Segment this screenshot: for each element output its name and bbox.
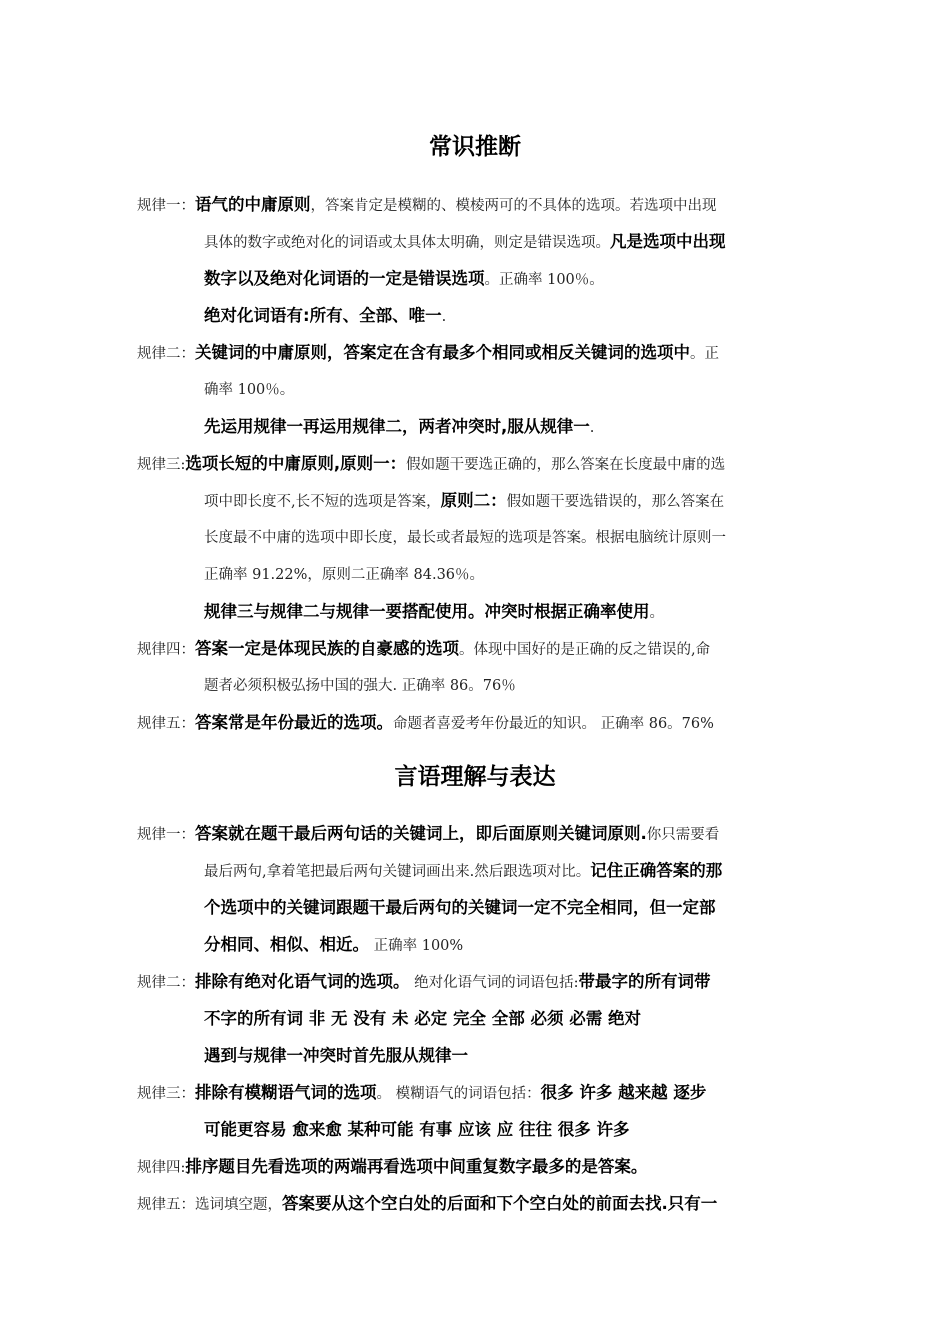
- rule-1-line-4: 绝对化词语有:所有、全部、唯一.: [204, 306, 447, 325]
- rule-label: 规律二：: [137, 346, 195, 362]
- rule-label: 规律五：: [137, 1197, 195, 1213]
- verbal-rule-2-line-2: 不字的所有词 非 无 没有 未 必定 完全 全部 必须 必需 绝对: [204, 1009, 641, 1028]
- rule-label: 规律四：: [137, 642, 195, 658]
- section-title-verbal: 言语理解与表达: [394, 764, 556, 790]
- verbal-rule-3-line-1: 规律三：排除有模糊语气词的选项。 模糊语气的词语包括：很多 许多 越来越 逐步: [137, 1083, 707, 1102]
- verbal-rule-1-line-3: 个选项中的关键词跟题干最后两句的关键词一定不完全相同，但一定部: [204, 898, 716, 917]
- verbal-rule-1-line-1: 规律一：答案就在题干最后两句话的关键词上，即后面原则关键词原则.你只需要看: [137, 824, 720, 843]
- rule-2-line-3: 先运用规律一再运用规律二，两者冲突时,服从规律一.: [204, 417, 595, 436]
- rule-2-line-2: 确率 100％。: [204, 382, 295, 398]
- rule-3-line-4: 正确率 91.22%，原则二正确率 84.36％。: [204, 567, 485, 583]
- rule-label: 规律三：: [137, 1086, 195, 1102]
- rule-1-line-1: 规律一：语气的中庸原则，答案肯定是模糊的、模棱两可的不具体的选项。若选项中出现: [137, 195, 717, 214]
- rule-3-line-3: 长度最不中庸的选项中即长度，最长或者最短的选项是答案。根据电脑统计原则一: [204, 530, 726, 546]
- rule-3-line-1: 规律三:选项长短的中庸原则,原则一：假如题干要选正确的，那么答案在长度最中庸的选: [137, 454, 726, 473]
- section-body-verbal: [137, 815, 817, 1222]
- rule-label: 规律五：: [137, 716, 195, 732]
- rule-label: 规律三:: [137, 457, 186, 473]
- verbal-rule-4-line-1: 规律四:排序题目先看选项的两端再看选项中间重复数字最多的是答案。: [137, 1157, 648, 1176]
- rule-1-line-2: 具体的数字或绝对化的词语或太具体太明确，则定是错误选项。凡是选项中出现: [204, 232, 726, 251]
- verbal-rule-5-line-1: 规律五：选词填空题，答案要从这个空白处的后面和下个空白处的前面去找.只有一: [137, 1194, 718, 1213]
- section-body-common-sense: [137, 186, 817, 741]
- rule-1-line-3: 数字以及绝对化词语的一定是错误选项。正确率 100％。: [204, 269, 604, 288]
- rule-4-line-2: 题者必须积极弘扬中国的强大. 正确率 86。76％: [204, 678, 516, 694]
- rule-3-line-5: 规律三与规律二与规律一要搭配使用。冲突时根据正确率使用。: [204, 602, 664, 621]
- rule-4-line-1: 规律四：答案一定是体现民族的自豪感的选项。体现中国好的是正确的反之错误的,命: [137, 639, 711, 658]
- section-title-common-sense: 常识推断: [429, 134, 521, 160]
- rule-2-line-1: 规律二：关键词的中庸原则，答案定在含有最多个相同或相反关键词的选项中。正: [137, 343, 719, 362]
- verbal-rule-2-line-1: 规律二：排除有绝对化语气词的选项。 绝对化语气词的词语包括:带最字的所有词带: [137, 972, 711, 991]
- verbal-rule-2-line-3: 遇到与规律一冲突时首先服从规律一: [204, 1046, 468, 1065]
- verbal-rule-1-line-2: 最后两句,拿着笔把最后两句关键词画出来.然后跟选项对比。记住正确答案的那: [204, 861, 723, 880]
- rule-label: 规律四:: [137, 1160, 186, 1176]
- verbal-rule-3-line-2: 可能更容易 愈来愈 某种可能 有事 应该 应 往往 很多 许多: [204, 1120, 630, 1139]
- rule-label: 规律一：: [137, 827, 195, 843]
- rule-3-line-2: 项中即长度不,长不短的选项是答案，原则二：假如题干要选错误的，那么答案在: [204, 491, 725, 510]
- verbal-rule-1-line-4: 分相同、相似、相近。 正确率 100%: [204, 935, 464, 954]
- rule-label: 规律一：: [137, 198, 195, 214]
- rule-5-line-1: 规律五：答案常是年份最近的选项。命题者喜爱考年份最近的知识。 正确率 86。76%: [137, 713, 714, 732]
- rule-label: 规律二：: [137, 975, 195, 991]
